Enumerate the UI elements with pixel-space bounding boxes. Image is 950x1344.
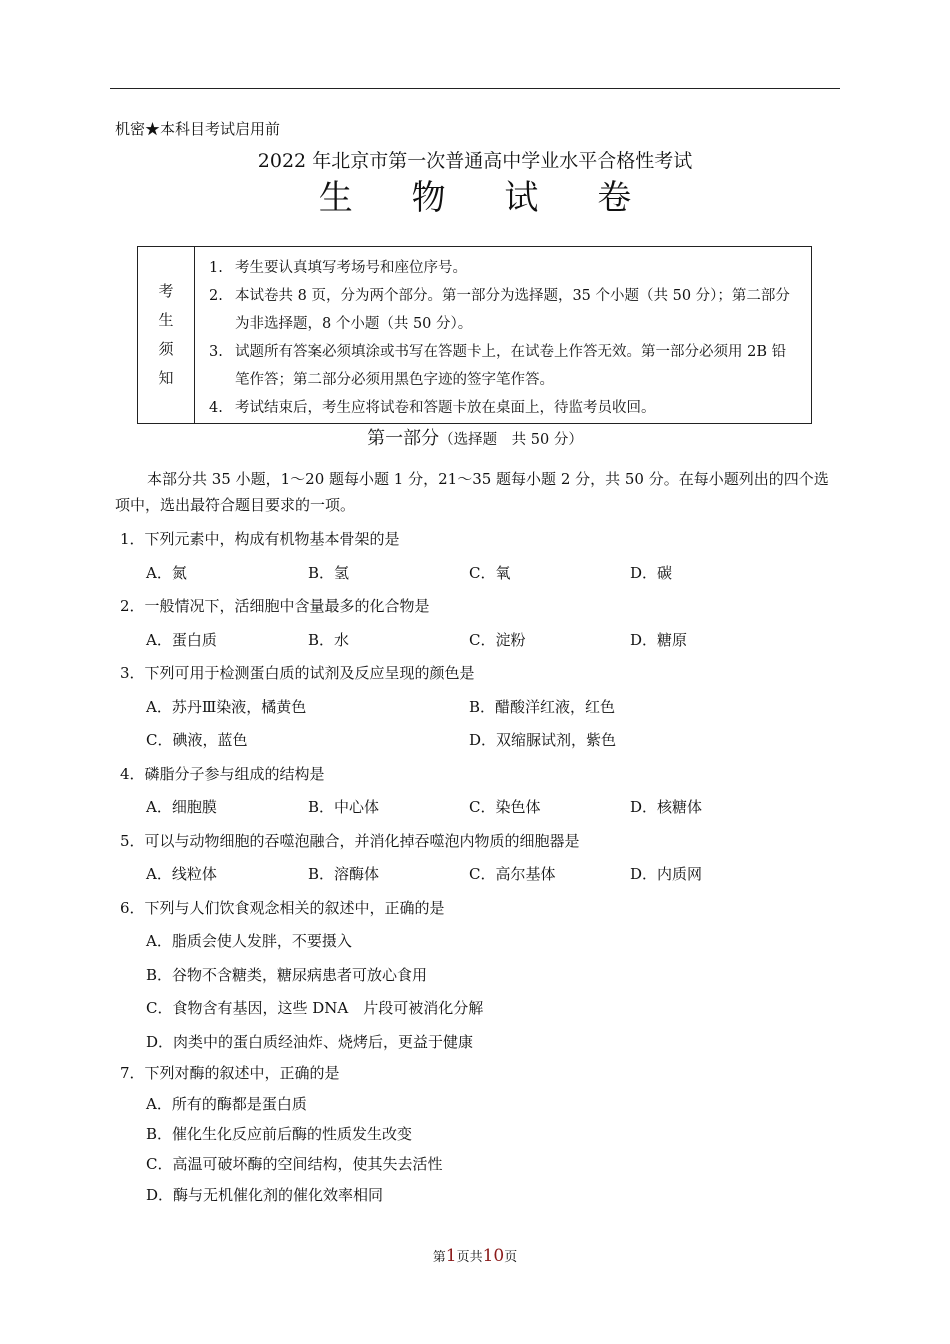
notice-item-number: 4. [209,400,223,416]
notice-item [209,282,799,338]
option-d: D．酶与无机催化剂的催化效率相同 [146,1186,384,1204]
option-d: D．核糖体 [630,798,703,816]
option-b: B．醋酸洋红液，红色 [469,698,616,716]
option-d: D．肉类中的蛋白质经油炸、烧烤后，更益于健康 [146,1033,474,1051]
option-b: B．水 [308,631,350,649]
option-b: B．谷物不含糖类，糖尿病患者可放心食用 [146,966,428,984]
page-footer [0,1246,950,1266]
notice-item-text: 考试结束后，考生应将试卷和答题卡放在桌面上，待监考员收回。 [235,400,656,416]
notice-heading-char: 须 [158,340,174,358]
notice-item [209,338,799,394]
notice-item-text: 试题所有答案必须填涂或书写在答题卡上，在试卷上作答无效。第一部分必须用 2B 铅笔作答；第二部分必须用黑色字迹的签字笔作答。 [235,344,787,388]
part-one-title: 第一部分 [367,428,440,449]
notice-heading [138,247,195,423]
option-d: D．碳 [630,564,673,582]
footer-middle: 页共 [456,1250,483,1265]
footer-suffix: 页 [504,1250,518,1265]
option-a: A．氮 [146,564,187,582]
question-stem: 4．磷脂分子参与组成的结构是 [120,765,325,783]
notice-heading-char: 考 [158,282,174,300]
notice-item-number: 1. [209,260,223,276]
subject-title: 生 物 试 卷 [318,178,656,218]
notice-heading-char: 生 [158,311,174,329]
exam-notice-box [137,246,812,424]
option-c: C．染色体 [469,798,541,816]
option-a: A．所有的酶都是蛋白质 [146,1095,307,1113]
option-d: D．双缩脲试剂，紫色 [469,731,617,749]
notice-item-text: 本试卷共 8 页，分为两个部分。第一部分为选择题，35 个小题（共 50 分）；第二部分为非选择题，8 个小题（共 50 分）。 [235,288,790,332]
notice-item-number: 2. [209,288,223,304]
page-number: 1 [445,1246,457,1266]
part-one-subtitle: （选择题 共 50 分） [439,432,583,448]
notice-item-number: 3. [209,344,223,360]
part-one-instructions: 本部分共 35 小题，1～20 题每小题 1 分，21～35 题每小题 2 分，共 50 分。在每小题列出的四个选项中，选出最符合题目要求的一项。 [115,470,829,514]
option-c: C．氧 [469,564,511,582]
question-stem: 1．下列元素中，构成有机物基本骨架的是 [120,530,400,548]
notice-heading-char: 知 [158,369,174,387]
option-b: B．氢 [308,564,350,582]
total-pages: 10 [482,1246,505,1266]
option-a: A．脂质会使人发胖，不要摄入 [146,932,352,950]
option-b: B．中心体 [308,798,380,816]
option-d: D．糖原 [630,631,688,649]
notice-item-text: 考生要认真填写考场号和座位序号。 [235,260,467,276]
option-c: C．碘液，蓝色 [146,731,248,749]
footer-prefix: 第 [432,1250,446,1265]
option-c: C．淀粉 [469,631,526,649]
notice-item [209,254,799,282]
part-one-heading [0,424,950,450]
option-a: A．线粒体 [146,865,217,883]
option-c: C．高温可破坏酶的空间结构，使其失去活性 [146,1155,443,1173]
exam-title: 2022 年北京市第一次普通高中学业水平合格性考试 [257,150,693,172]
option-a: A．苏丹Ⅲ染液，橘黄色 [146,698,307,716]
option-b: B．催化生化反应前后酶的性质发生改变 [146,1125,413,1143]
notice-item [209,394,799,422]
header-rule [110,88,840,89]
question-stem: 2．一般情况下，活细胞中含量最多的化合物是 [120,597,430,615]
question-stem: 5．可以与动物细胞的吞噬泡融合，并消化掉吞噬泡内物质的细胞器是 [120,832,580,850]
option-b: B．溶酶体 [308,865,380,883]
question-stem: 7．下列对酶的叙述中，正确的是 [120,1064,340,1082]
option-c: C．高尔基体 [469,865,556,883]
question-stem: 3．下列可用于检测蛋白质的试剂及反应呈现的颜色是 [120,664,475,682]
confidential-label: 机密★本科目考试启用前 [115,120,281,138]
option-c: C．食物含有基因，这些 DNA 片段可被消化分解 [146,999,484,1017]
question-stem: 6．下列与人们饮食观念相关的叙述中，正确的是 [120,899,445,917]
option-d: D．内质网 [630,865,703,883]
option-a: A．蛋白质 [146,631,217,649]
notice-list [195,247,811,423]
option-a: A．细胞膜 [146,798,217,816]
